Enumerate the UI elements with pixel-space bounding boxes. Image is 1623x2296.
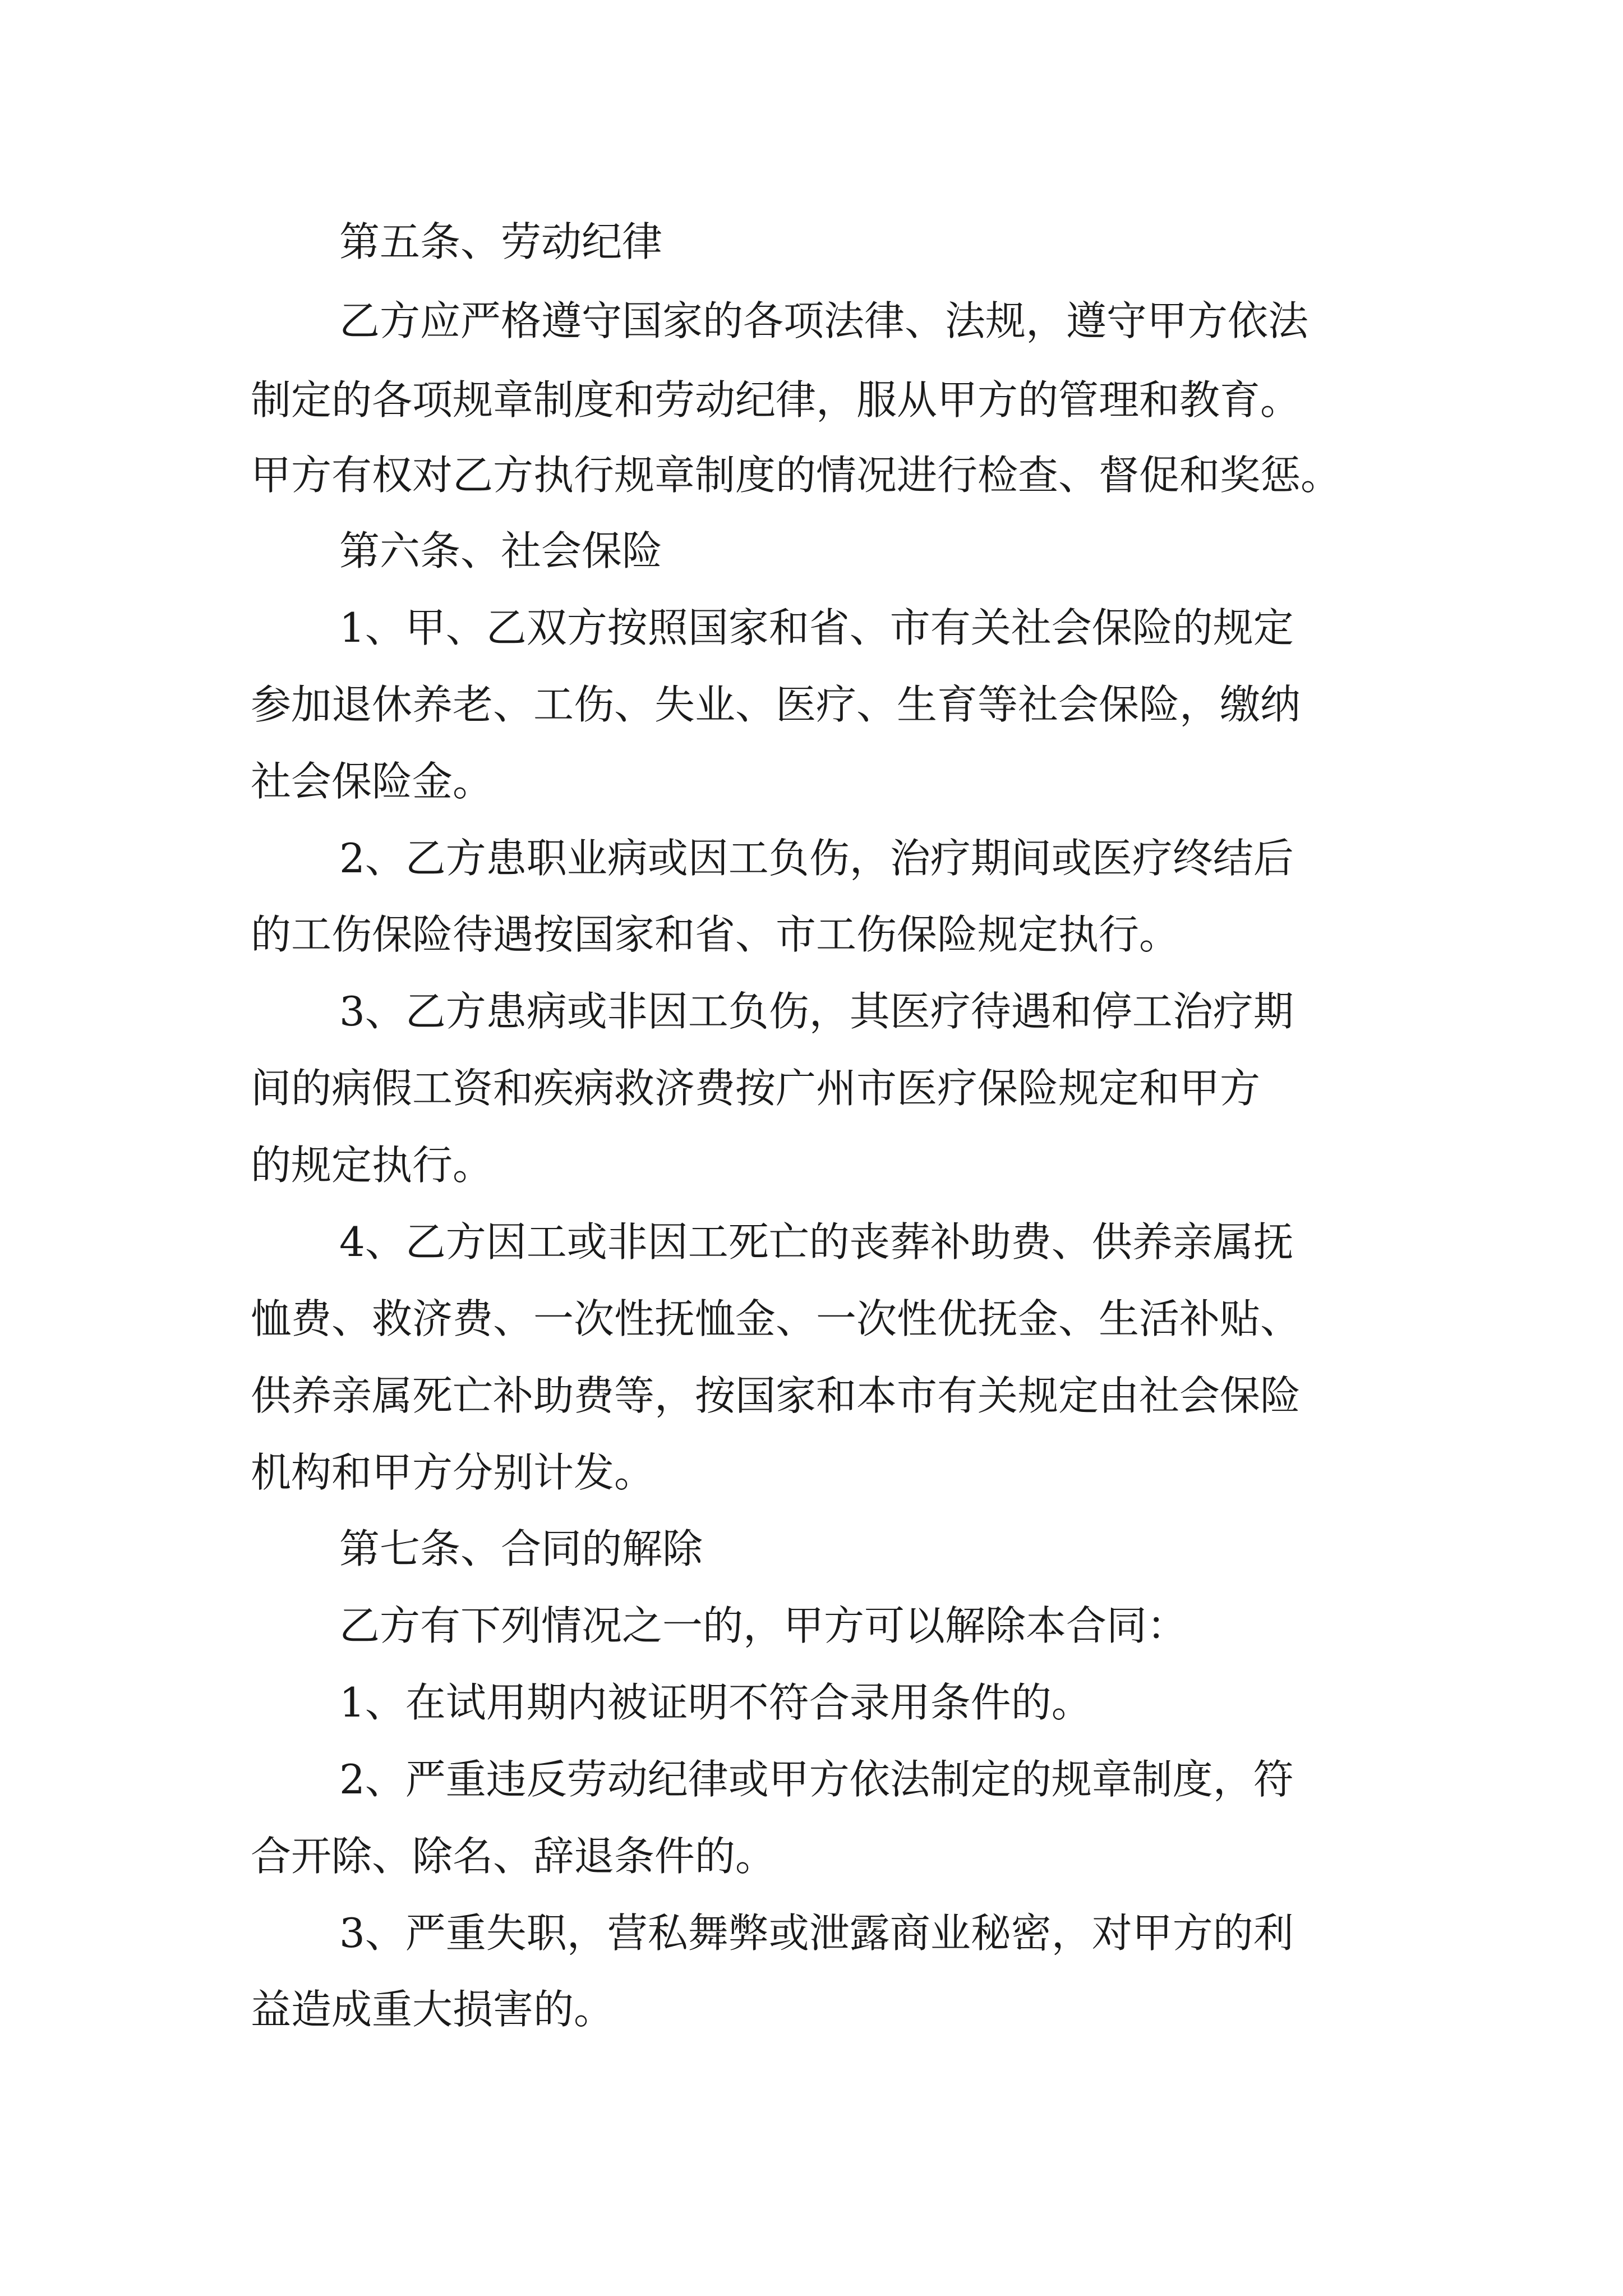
article-6-heading: 第六条、社会保险: [339, 527, 663, 574]
paragraph-line: 2、乙方患职业病或因工负伤，治疗期间或医疗终结后: [339, 835, 1294, 882]
paragraph-line: 乙方应严格遵守国家的各项法律、法规，遵守甲方依法: [339, 297, 1309, 344]
article-7-heading: 第七条、合同的解除: [339, 1525, 703, 1572]
article-5-heading: 第五条、劳动纪律: [339, 218, 663, 265]
paragraph-line: 甲方有权对乙方执行规章制度的情况进行检查、督促和奖惩。: [251, 452, 1341, 499]
paragraph-line: 的工伤保险待遇按国家和省、市工伤保险规定执行。: [251, 911, 1180, 958]
paragraph-line: 机构和甲方分别计发。: [251, 1449, 655, 1496]
paragraph-line: 的规定执行。: [251, 1142, 494, 1189]
paragraph-line: 3、乙方患病或非因工负伤，其医疗待遇和停工治疗期: [339, 988, 1294, 1035]
paragraph-line: 4、乙方因工或非因工死亡的丧葬补助费、供养亲属抚: [339, 1218, 1294, 1266]
paragraph-line: 恤费、救济费、一次性抚恤金、一次性优抚金、生活补贴、: [251, 1295, 1301, 1342]
paragraph-line: 供养亲属死亡补助费等，按国家和本市有关规定由社会保险: [251, 1372, 1301, 1419]
paragraph-line: 益造成重大损害的。: [251, 1986, 615, 2033]
paragraph-line: 间的病假工资和疾病救济费按广州市医疗保险规定和甲方: [251, 1065, 1261, 1112]
paragraph-line: 制定的各项规章制度和劳动纪律，服从甲方的管理和教育。: [251, 376, 1301, 424]
paragraph-line: 1、甲、乙双方按照国家和省、市有关社会保险的规定: [339, 604, 1294, 651]
paragraph-line: 3、严重失职，营私舞弊或泄露商业秘密，对甲方的利: [339, 1910, 1294, 1957]
paragraph-line: 乙方有下列情况之一的，甲方可以解除本合同：: [339, 1602, 1188, 1649]
paragraph-line: 2、严重违反劳动纪律或甲方依法制定的规章制度，符: [339, 1756, 1294, 1803]
paragraph-line: 合开除、除名、辞退条件的。: [251, 1833, 776, 1880]
paragraph-line: 社会保险金。: [251, 758, 494, 805]
paragraph-line: 1、在试用期内被证明不符合录用条件的。: [339, 1679, 1092, 1726]
paragraph-line: 参加退休养老、工伤、失业、医疗、生育等社会保险，缴纳: [251, 681, 1301, 728]
